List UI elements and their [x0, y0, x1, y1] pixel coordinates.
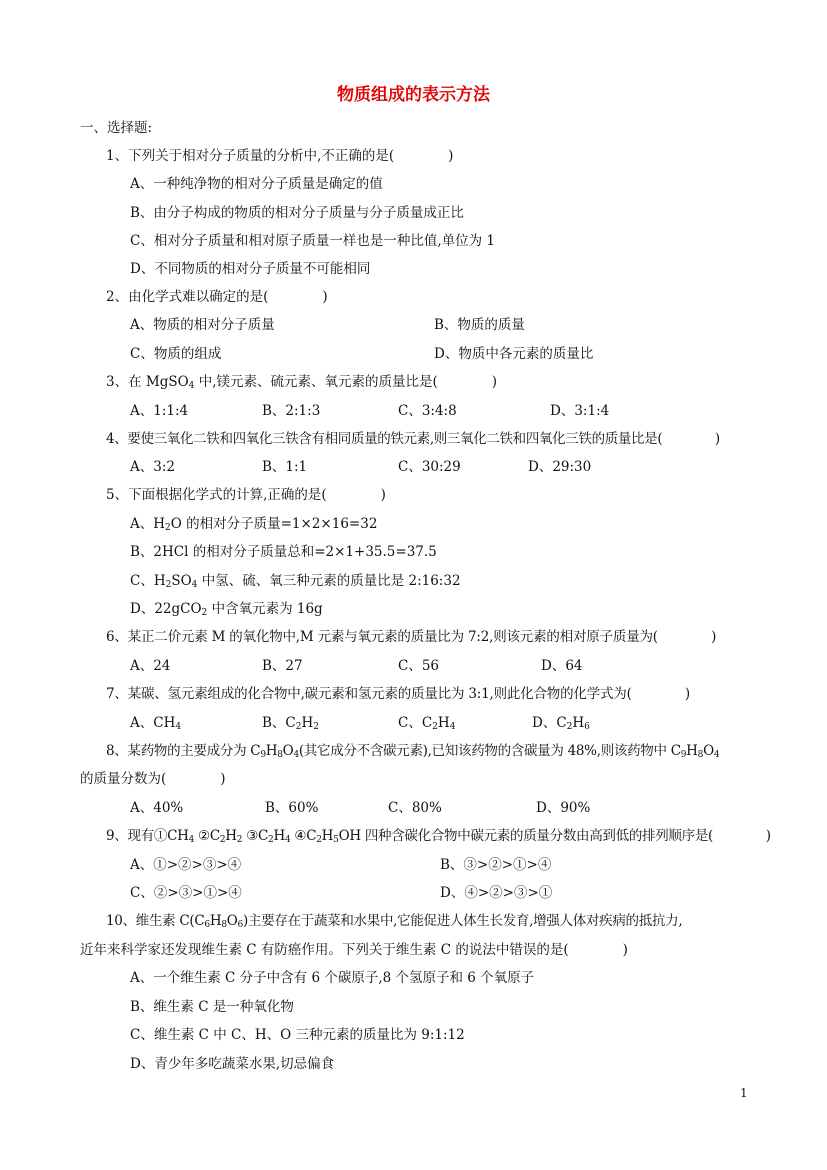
q5-option-c: C、$H_2SO_4$ 中氢、硫、氧三种元素的质量比是 2:16:32: [130, 573, 461, 590]
q3-option-a: A、1:1:4: [130, 403, 189, 419]
q2-option-a: A、物质的相对分子质量: [130, 317, 275, 333]
q1-option-a: A、一种纯净物的相对分子质量是确定的值: [130, 176, 383, 192]
q3-option-b: B、2:1:3: [262, 403, 321, 419]
q2-option-c: C、物质的组成: [130, 346, 222, 362]
q4-option-a: A、3:2: [130, 459, 175, 475]
q5-option-d: D、22gCO$_2$ 中含氧元素为 16g: [130, 601, 323, 618]
q6-option-c: C、56: [398, 658, 440, 674]
q3-option-c: C、3:4:8: [398, 403, 457, 419]
q9-option-d: D、④>②>③>①: [440, 885, 553, 901]
page-title: 物质组成的表示方法: [337, 85, 490, 105]
q7-option-b: B、$C_2H_2$: [262, 715, 319, 732]
q2-option-b: B、物质的质量: [434, 317, 525, 333]
q3-option-d: D、3:1:4: [550, 403, 610, 419]
q9-option-c: C、②>③>①>④: [130, 885, 242, 901]
q1-option-d: D、不同物质的相对分子质量不可能相同: [130, 261, 371, 277]
q6-option-a: A、24: [130, 658, 171, 674]
q8-option-d: D、90%: [536, 800, 591, 816]
q8-option-b: B、60%: [265, 800, 319, 816]
page-number: 1: [740, 1086, 748, 1100]
q7-option-a: A、$CH_4$: [130, 715, 182, 732]
q10-option-d: D、青少年多吃蔬菜水果,切忌偏食: [130, 1056, 335, 1072]
q10-option-a: A、一个维生素 C 分子中含有 6 个碳原子,8 个氢原子和 6 个氧原子: [130, 970, 535, 986]
q8-option-a: A、40%: [130, 800, 184, 816]
question-8-stem-line-1: 8、某药物的主要成分为 $C_9H_8O_4$(其它成分不含碳元素),已知该药物的含碳量为 48%,则该药物中 $C_9H_8O_4$: [106, 743, 720, 760]
q1-option-c: C、相对分子质量和相对原子质量一样也是一种比值,单位为 1: [130, 233, 496, 249]
question-9-stem: 9、现有$①CH_4$ $②C_2H_2$ $③C_2H_4$ $④C_2H_5OH$ 四种含碳化合物中碳元素的质量分数由高到低的排列顺序是( ): [106, 828, 771, 845]
question-8-stem-line-2: 的质量分数为( ): [80, 771, 226, 787]
question-4-stem: 4、要使三氧化二铁和四氧化三铁含有相同质量的铁元素,则三氧化二铁和四氧化三铁的质量比是( ): [106, 431, 720, 447]
q6-option-d: D、64: [541, 658, 583, 674]
q10-option-b: B、维生素 C 是一种氧化物: [130, 999, 294, 1015]
q9-option-b: B、③>②>①>④: [440, 857, 552, 873]
question-6-stem: 6、某正二价元素 M 的氧化物中,M 元素与氧元素的质量比为 7:2,则该元素的相对原子质量为( ): [106, 629, 717, 645]
q4-option-c: C、30:29: [398, 459, 461, 475]
question-5-stem: 5、下面根据化学式的计算,正确的是( ): [106, 487, 386, 503]
question-3-stem: 3、在 MgSO$_4$ 中,镁元素、硫元素、氧元素的质量比是( ): [106, 374, 498, 391]
q10-option-c: C、维生素 C 中 C、H、O 三种元素的质量比为 9:1:12: [130, 1027, 465, 1043]
question-1-stem: 1、下列关于相对分子质量的分析中,不正确的是( ): [106, 148, 454, 164]
q5-option-a: A、$H_2O$ 的相对分子质量=1×2×16=32: [130, 516, 378, 533]
section-heading: 一、选择题:: [80, 120, 153, 136]
q4-option-b: B、1:1: [262, 459, 308, 475]
q8-option-c: C、80%: [388, 800, 442, 816]
q7-option-d: D、$C_2H_6$: [532, 715, 590, 732]
question-7-stem: 7、某碳、氢元素组成的化合物中,碳元素和氢元素的质量比为 3:1,则此化合物的化学式为( ): [106, 686, 690, 702]
q1-option-b: B、由分子构成的物质的相对分子质量与分子质量成正比: [130, 205, 464, 221]
q5-option-b: B、2HCl 的相对分子质量总和=2×1+35.5=37.5: [130, 544, 437, 560]
q6-option-b: B、27: [262, 658, 303, 674]
q2-option-d: D、物质中各元素的质量比: [434, 346, 594, 362]
question-10-stem-line-1: 10、维生素 $C(C_6H_8O_6)$主要存在于蔬菜和水果中,它能促进人体生长发育,增强人体对疾病的抵抗力,: [106, 913, 683, 930]
q4-option-d: D、29:30: [528, 459, 592, 475]
question-2-stem: 2、由化学式难以确定的是( ): [106, 289, 328, 305]
q7-option-c: C、$C_2H_4$: [398, 715, 456, 732]
question-10-stem-line-2: 近年来科学家还发现维生素 C 有防癌作用。下列关于维生素 C 的说法中错误的是( ): [80, 942, 628, 958]
q9-option-a: A、①>②>③>④: [130, 857, 242, 873]
